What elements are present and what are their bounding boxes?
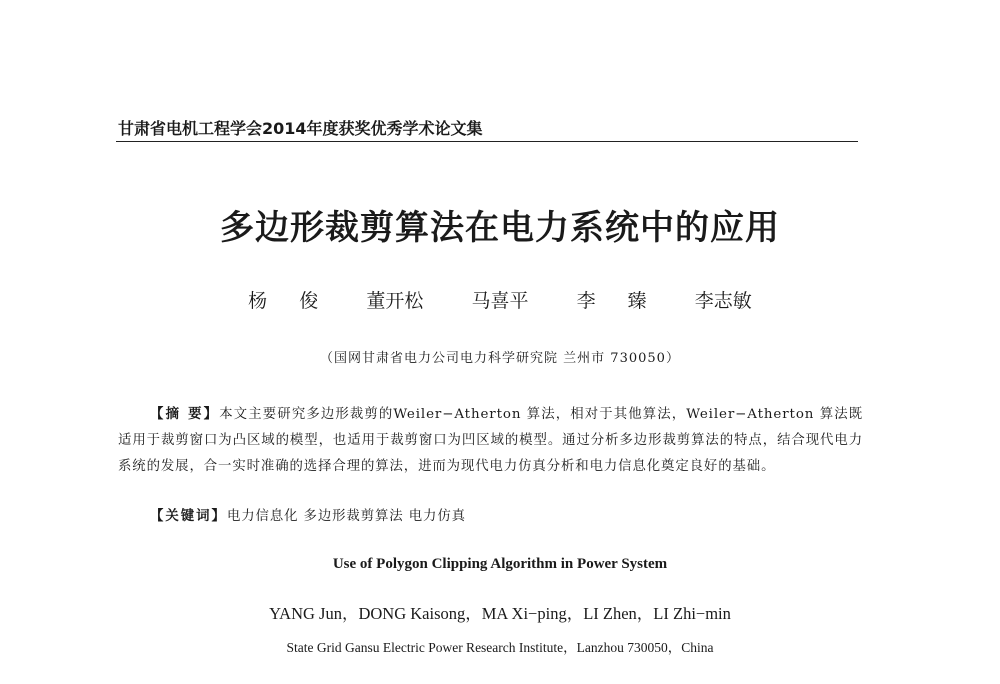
english-affiliation: State Grid Gansu Electric Power Research Institute，Lanzhou 730050，China: [286, 640, 714, 655]
abstract-label: 【摘 要】: [150, 407, 220, 422]
keywords-text: 电力信息化 多边形裁剪算法 电力仿真: [226, 509, 466, 524]
keywords-label: 【关键词】: [150, 509, 227, 524]
paper-title: 多边形裁剪算法在电力系统中的应用: [220, 208, 780, 248]
author-list: 杨 俊 董开松 马喜平 李 臻 李志敏: [248, 290, 752, 312]
header-rule: [116, 141, 858, 142]
english-authors: YANG Jun，DONG Kaisong，MA Xi−ping，LI Zhen，LI Zhi−min: [269, 604, 731, 623]
english-title: Use of Polygon Clipping Algorithm in Power System: [332, 556, 668, 572]
keywords-line: [150, 505, 466, 524]
affiliation: （国网甘肃省电力公司电力科学研究院 兰州市 730050）: [320, 351, 680, 366]
running-header: 甘肃省电机工程学会2014年度获奖优秀学术论文集: [118, 119, 483, 138]
abstract-text: 本文主要研究多边形裁剪的Weiler−Atherton 算法，相对于其他算法，Weiler−Atherton 算法既适用于裁剪窗口为凸区域的模型，也适用于裁剪窗口为凹区域的模型。通过分析多边形裁剪算法的特点，结合现代电力系统的发展，合一实时准确的选择合理的算法，进而为现代电力仿真分析和电力信息化奠定良好的基础。: [118, 407, 863, 474]
abstract-paragraph: [118, 402, 863, 480]
